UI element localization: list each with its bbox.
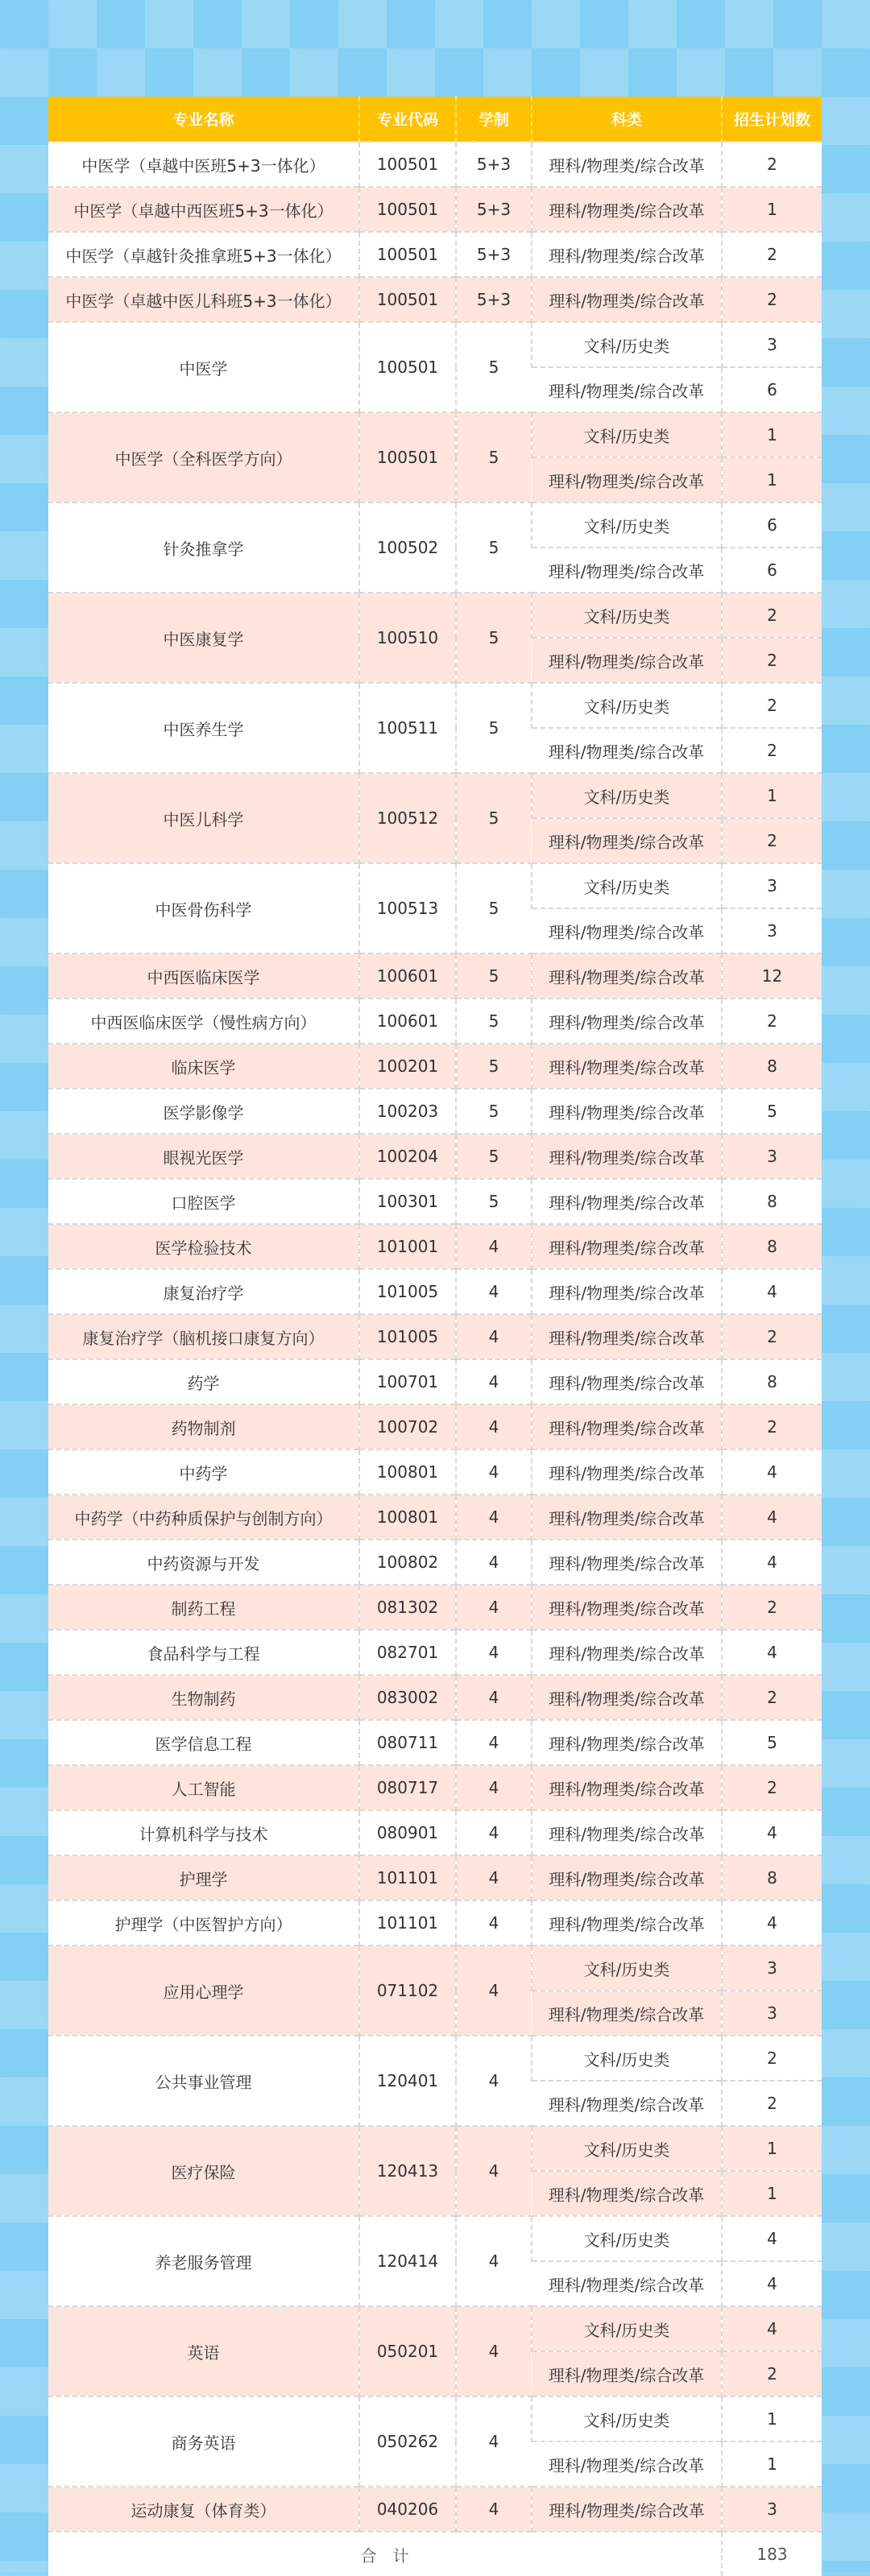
duration-cell: 5: [456, 773, 532, 863]
enrollment-count-cell: 5: [722, 1720, 822, 1765]
enrollment-count-cell: 1: [722, 187, 822, 232]
duration-cell: 4: [456, 1404, 532, 1449]
subject-category-cell: 理科/物理类/综合改革: [532, 1630, 722, 1675]
subject-category-cell: 理科/物理类/综合改革: [532, 1359, 722, 1404]
major-code-cell: 100501: [359, 277, 456, 322]
table-row: [48, 683, 822, 728]
major-name-cell: 护理学（中医智护方向）: [48, 1900, 359, 1945]
major-code-cell: 080717: [359, 1765, 456, 1810]
major-name-cell: 制药工程: [48, 1585, 359, 1630]
enrollment-count-cell: 4: [722, 1495, 822, 1540]
duration-cell: 4: [456, 1224, 532, 1269]
duration-cell: 5+3: [456, 232, 532, 277]
enrollment-count-cell: 2: [722, 818, 822, 863]
major-code-cell: 101101: [359, 1855, 456, 1900]
subject-category-cell: 文科/历史类: [532, 863, 722, 908]
major-code-cell: 101005: [359, 1314, 456, 1359]
total-label: 合 计: [48, 2532, 722, 2576]
subject-category-cell: 理科/物理类/综合改革: [532, 1720, 722, 1765]
duration-cell: 4: [456, 2487, 532, 2532]
enrollment-count-cell: 4: [722, 2306, 822, 2351]
duration-cell: 5: [456, 1089, 532, 1134]
major-code-cell: 080711: [359, 1720, 456, 1765]
major-name-cell: 护理学: [48, 1855, 359, 1900]
table-row: [48, 1630, 822, 1675]
major-code-cell: 100801: [359, 1495, 456, 1540]
table-row: [48, 1179, 822, 1224]
subject-category-cell: 理科/物理类/综合改革: [532, 1044, 722, 1089]
table-row: [48, 1269, 822, 1314]
subject-category-cell: 文科/历史类: [532, 2036, 722, 2081]
subject-category-cell: 理科/物理类/综合改革: [532, 232, 722, 277]
enrollment-count-cell: 6: [722, 548, 822, 593]
major-name-cell: 中西医临床医学（慢性病方向）: [48, 999, 359, 1044]
subject-category-cell: 理科/物理类/综合改革: [532, 908, 722, 953]
duration-cell: 4: [456, 1630, 532, 1675]
header-subject-category: 科类: [532, 97, 722, 142]
table-row: [48, 502, 822, 548]
table-row: [48, 142, 822, 187]
duration-cell: 5: [456, 593, 532, 683]
major-name-cell: 养老服务管理: [48, 2216, 359, 2306]
enrollment-count-cell: 2: [722, 1585, 822, 1630]
duration-cell: 4: [456, 1675, 532, 1720]
enrollment-count-cell: 6: [722, 502, 822, 548]
subject-category-cell: 理科/物理类/综合改革: [532, 187, 722, 232]
major-code-cell: 101101: [359, 1900, 456, 1945]
enrollment-count-cell: 8: [722, 1224, 822, 1269]
subject-category-cell: 理科/物理类/综合改革: [532, 953, 722, 999]
subject-category-cell: 理科/物理类/综合改革: [532, 277, 722, 322]
table-row: [48, 999, 822, 1044]
enrollment-count-cell: 2: [722, 1765, 822, 1810]
major-name-cell: 医学影像学: [48, 1089, 359, 1134]
total-row: [48, 2532, 822, 2576]
duration-cell: 4: [456, 2036, 532, 2126]
major-code-cell: 100203: [359, 1089, 456, 1134]
major-name-cell: 中药资源与开发: [48, 1540, 359, 1585]
enrollment-count-cell: 4: [722, 1810, 822, 1855]
subject-category-cell: 理科/物理类/综合改革: [532, 1765, 722, 1810]
subject-category-cell: 理科/物理类/综合改革: [532, 1540, 722, 1585]
subject-category-cell: 理科/物理类/综合改革: [532, 2171, 722, 2216]
table-row: [48, 1900, 822, 1945]
subject-category-cell: 理科/物理类/综合改革: [532, 2081, 722, 2126]
major-code-cell: 100513: [359, 863, 456, 953]
table-row: [48, 412, 822, 457]
enrollment-plan-table-card: [48, 97, 822, 2576]
major-name-cell: 应用心理学: [48, 1945, 359, 2036]
subject-category-cell: 理科/物理类/综合改革: [532, 728, 722, 773]
major-code-cell: 100502: [359, 502, 456, 593]
subject-category-cell: 理科/物理类/综合改革: [532, 367, 722, 412]
duration-cell: 4: [456, 1495, 532, 1540]
table-body: [48, 142, 822, 2576]
enrollment-count-cell: 8: [722, 1179, 822, 1224]
subject-category-cell: 文科/历史类: [532, 502, 722, 548]
major-code-cell: 083002: [359, 1675, 456, 1720]
duration-cell: 5: [456, 1179, 532, 1224]
subject-category-cell: 理科/物理类/综合改革: [532, 638, 722, 683]
major-code-cell: 101001: [359, 1224, 456, 1269]
table-row: [48, 1044, 822, 1089]
duration-cell: 5+3: [456, 277, 532, 322]
subject-category-cell: 文科/历史类: [532, 2306, 722, 2351]
duration-cell: 5: [456, 502, 532, 593]
table-row: [48, 1449, 822, 1495]
duration-cell: 4: [456, 1900, 532, 1945]
table-row: [48, 232, 822, 277]
duration-cell: 4: [456, 1945, 532, 2036]
subject-category-cell: 理科/物理类/综合改革: [532, 818, 722, 863]
enrollment-count-cell: 1: [722, 2442, 822, 2487]
major-name-cell: 中西医临床医学: [48, 953, 359, 999]
duration-cell: 4: [456, 2126, 532, 2216]
subject-category-cell: 理科/物理类/综合改革: [532, 1991, 722, 2036]
table-row: [48, 1585, 822, 1630]
major-code-cell: 120414: [359, 2216, 456, 2306]
major-name-cell: 中医骨伤科学: [48, 863, 359, 953]
subject-category-cell: 理科/物理类/综合改革: [532, 999, 722, 1044]
major-code-cell: 100204: [359, 1134, 456, 1179]
enrollment-count-cell: 8: [722, 1855, 822, 1900]
enrollment-count-cell: 2: [722, 728, 822, 773]
major-name-cell: 药学: [48, 1359, 359, 1404]
enrollment-count-cell: 4: [722, 1900, 822, 1945]
enrollment-count-cell: 2: [722, 999, 822, 1044]
subject-category-cell: 文科/历史类: [532, 2216, 722, 2261]
major-name-cell: 中医学（卓越针灸推拿班5+3一体化）: [48, 232, 359, 277]
major-name-cell: 英语: [48, 2306, 359, 2396]
duration-cell: 5: [456, 683, 532, 773]
subject-category-cell: 理科/物理类/综合改革: [532, 1269, 722, 1314]
major-name-cell: 康复治疗学: [48, 1269, 359, 1314]
subject-category-cell: 理科/物理类/综合改革: [532, 1314, 722, 1359]
header-enrollment-count: 招生计划数: [722, 97, 822, 142]
enrollment-count-cell: 2: [722, 2036, 822, 2081]
major-name-cell: 中医学（卓越中医班5+3一体化）: [48, 142, 359, 187]
enrollment-count-cell: 3: [722, 1134, 822, 1179]
subject-category-cell: 理科/物理类/综合改革: [532, 2261, 722, 2306]
table-row: [48, 2036, 822, 2081]
enrollment-count-cell: 2: [722, 142, 822, 187]
major-code-cell: 081302: [359, 1585, 456, 1630]
enrollment-count-cell: 1: [722, 2126, 822, 2171]
enrollment-count-cell: 1: [722, 2396, 822, 2442]
subject-category-cell: 理科/物理类/综合改革: [532, 2442, 722, 2487]
subject-category-cell: 理科/物理类/综合改革: [532, 1900, 722, 1945]
subject-category-cell: 文科/历史类: [532, 683, 722, 728]
table-row: [48, 1810, 822, 1855]
table-row: [48, 277, 822, 322]
subject-category-cell: 文科/历史类: [532, 322, 722, 367]
major-code-cell: 100301: [359, 1179, 456, 1224]
enrollment-count-cell: 2: [722, 593, 822, 638]
major-code-cell: 100512: [359, 773, 456, 863]
enrollment-count-cell: 3: [722, 863, 822, 908]
duration-cell: 4: [456, 1314, 532, 1359]
major-name-cell: 医学信息工程: [48, 1720, 359, 1765]
subject-category-cell: 理科/物理类/综合改革: [532, 457, 722, 502]
major-code-cell: 100510: [359, 593, 456, 683]
major-code-cell: 100501: [359, 412, 456, 502]
major-name-cell: 中医学: [48, 322, 359, 412]
major-name-cell: 食品科学与工程: [48, 1630, 359, 1675]
table-row: [48, 593, 822, 638]
table-row: [48, 1855, 822, 1900]
table-row: [48, 1495, 822, 1540]
major-name-cell: 计算机科学与技术: [48, 1810, 359, 1855]
major-code-cell: 082701: [359, 1630, 456, 1675]
table-row: [48, 863, 822, 908]
major-code-cell: 071102: [359, 1945, 456, 2036]
major-code-cell: 101005: [359, 1269, 456, 1314]
subject-category-cell: 理科/物理类/综合改革: [532, 2487, 722, 2532]
major-name-cell: 中医学（卓越中医儿科班5+3一体化）: [48, 277, 359, 322]
major-name-cell: 人工智能: [48, 1765, 359, 1810]
major-name-cell: 公共事业管理: [48, 2036, 359, 2126]
duration-cell: 5: [456, 322, 532, 412]
enrollment-count-cell: 2: [722, 2081, 822, 2126]
duration-cell: 5: [456, 999, 532, 1044]
enrollment-count-cell: 1: [722, 457, 822, 502]
enrollment-count-cell: 12: [722, 953, 822, 999]
table-row: [48, 187, 822, 232]
duration-cell: 4: [456, 2396, 532, 2487]
enrollment-count-cell: 3: [722, 1945, 822, 1991]
subject-category-cell: 文科/历史类: [532, 773, 722, 818]
enrollment-count-cell: 3: [722, 908, 822, 953]
subject-category-cell: 理科/物理类/综合改革: [532, 1675, 722, 1720]
enrollment-count-cell: 4: [722, 1540, 822, 1585]
enrollment-count-cell: 2: [722, 1314, 822, 1359]
major-name-cell: 中药学（中药种质保护与创制方向）: [48, 1495, 359, 1540]
major-code-cell: 050262: [359, 2396, 456, 2487]
duration-cell: 5: [456, 412, 532, 502]
table-row: [48, 1765, 822, 1810]
subject-category-cell: 理科/物理类/综合改革: [532, 1449, 722, 1495]
enrollment-count-cell: 4: [722, 1269, 822, 1314]
major-code-cell: 120413: [359, 2126, 456, 2216]
duration-cell: 4: [456, 1810, 532, 1855]
major-code-cell: 120401: [359, 2036, 456, 2126]
header-duration: 学制: [456, 97, 532, 142]
subject-category-cell: 理科/物理类/综合改革: [532, 1810, 722, 1855]
subject-category-cell: 文科/历史类: [532, 412, 722, 457]
major-name-cell: 中药学: [48, 1449, 359, 1495]
table-row: [48, 1224, 822, 1269]
major-name-cell: 康复治疗学（脑机接口康复方向）: [48, 1314, 359, 1359]
subject-category-cell: 文科/历史类: [532, 593, 722, 638]
table-row: [48, 1359, 822, 1404]
table-row: [48, 1540, 822, 1585]
major-code-cell: 100501: [359, 322, 456, 412]
major-name-cell: 口腔医学: [48, 1179, 359, 1224]
subject-category-cell: 文科/历史类: [532, 1945, 722, 1991]
duration-cell: 5: [456, 953, 532, 999]
enrollment-count-cell: 4: [722, 1630, 822, 1675]
table-row: [48, 1089, 822, 1134]
enrollment-count-cell: 4: [722, 2261, 822, 2306]
subject-category-cell: 理科/物理类/综合改革: [532, 1585, 722, 1630]
major-name-cell: 生物制药: [48, 1675, 359, 1720]
major-code-cell: 100501: [359, 142, 456, 187]
enrollment-count-cell: 3: [722, 322, 822, 367]
duration-cell: 4: [456, 1359, 532, 1404]
major-code-cell: 100702: [359, 1404, 456, 1449]
enrollment-count-cell: 1: [722, 412, 822, 457]
major-code-cell: 050201: [359, 2306, 456, 2396]
duration-cell: 5+3: [456, 187, 532, 232]
major-code-cell: 100501: [359, 232, 456, 277]
duration-cell: 5: [456, 863, 532, 953]
enrollment-count-cell: 2: [722, 232, 822, 277]
enrollment-count-cell: 3: [722, 1991, 822, 2036]
enrollment-count-cell: 6: [722, 367, 822, 412]
enrollment-count-cell: 2: [722, 2351, 822, 2396]
duration-cell: 4: [456, 1585, 532, 1630]
duration-cell: 5+3: [456, 142, 532, 187]
duration-cell: 4: [456, 1540, 532, 1585]
subject-category-cell: 理科/物理类/综合改革: [532, 2351, 722, 2396]
table-row: [48, 2487, 822, 2532]
major-code-cell: 100601: [359, 999, 456, 1044]
duration-cell: 4: [456, 2216, 532, 2306]
major-name-cell: 中医康复学: [48, 593, 359, 683]
header-major-code: 专业代码: [359, 97, 456, 142]
major-name-cell: 医疗保险: [48, 2126, 359, 2216]
subject-category-cell: 文科/历史类: [532, 2126, 722, 2171]
enrollment-count-cell: 2: [722, 638, 822, 683]
subject-category-cell: 理科/物理类/综合改革: [532, 1495, 722, 1540]
duration-cell: 4: [456, 1449, 532, 1495]
major-code-cell: 100802: [359, 1540, 456, 1585]
major-code-cell: 100601: [359, 953, 456, 999]
enrollment-count-cell: 4: [722, 1449, 822, 1495]
table-row: [48, 1720, 822, 1765]
major-name-cell: 眼视光医学: [48, 1134, 359, 1179]
major-code-cell: 040206: [359, 2487, 456, 2532]
table-row: [48, 2306, 822, 2351]
major-code-cell: 080901: [359, 1810, 456, 1855]
table-row: [48, 1134, 822, 1179]
enrollment-count-cell: 1: [722, 2171, 822, 2216]
table-row: [48, 322, 822, 367]
enrollment-count-cell: 8: [722, 1044, 822, 1089]
table-row: [48, 2396, 822, 2442]
major-code-cell: 100801: [359, 1449, 456, 1495]
major-name-cell: 中医养生学: [48, 683, 359, 773]
major-name-cell: 中医儿科学: [48, 773, 359, 863]
table-row: [48, 1945, 822, 1991]
major-code-cell: 100201: [359, 1044, 456, 1089]
table-row: [48, 1404, 822, 1449]
major-code-cell: 100511: [359, 683, 456, 773]
major-name-cell: 临床医学: [48, 1044, 359, 1089]
duration-cell: 4: [456, 1765, 532, 1810]
table-row: [48, 1314, 822, 1359]
major-name-cell: 药物制剂: [48, 1404, 359, 1449]
enrollment-count-cell: 4: [722, 2216, 822, 2261]
header-major-name: 专业名称: [48, 97, 359, 142]
major-name-cell: 中医学（卓越中西医班5+3一体化）: [48, 187, 359, 232]
enrollment-count-cell: 8: [722, 1359, 822, 1404]
subject-category-cell: 理科/物理类/综合改革: [532, 1179, 722, 1224]
major-name-cell: 医学检验技术: [48, 1224, 359, 1269]
major-name-cell: 针灸推拿学: [48, 502, 359, 593]
subject-category-cell: 理科/物理类/综合改革: [532, 1089, 722, 1134]
duration-cell: 5: [456, 1044, 532, 1089]
enrollment-count-cell: 1: [722, 773, 822, 818]
major-name-cell: 运动康复（体育类）: [48, 2487, 359, 2532]
subject-category-cell: 文科/历史类: [532, 2396, 722, 2442]
table-row: [48, 773, 822, 818]
subject-category-cell: 理科/物理类/综合改革: [532, 1404, 722, 1449]
enrollment-plan-table: [48, 97, 822, 2576]
subject-category-cell: 理科/物理类/综合改革: [532, 1855, 722, 1900]
table-row: [48, 2126, 822, 2171]
duration-cell: 4: [456, 1720, 532, 1765]
major-name-cell: 商务英语: [48, 2396, 359, 2487]
table-header-row: [48, 97, 822, 142]
table-row: [48, 1675, 822, 1720]
subject-category-cell: 理科/物理类/综合改革: [532, 1134, 722, 1179]
major-code-cell: 100501: [359, 187, 456, 232]
enrollment-count-cell: 2: [722, 277, 822, 322]
enrollment-count-cell: 5: [722, 1089, 822, 1134]
enrollment-count-cell: 2: [722, 683, 822, 728]
enrollment-count-cell: 3: [722, 2487, 822, 2532]
major-code-cell: 100701: [359, 1359, 456, 1404]
table-row: [48, 2216, 822, 2261]
enrollment-count-cell: 2: [722, 1675, 822, 1720]
enrollment-count-cell: 2: [722, 1404, 822, 1449]
total-value: 183: [722, 2532, 822, 2576]
duration-cell: 5: [456, 1134, 532, 1179]
major-name-cell: 中医学（全科医学方向）: [48, 412, 359, 502]
table-row: [48, 953, 822, 999]
duration-cell: 4: [456, 1855, 532, 1900]
subject-category-cell: 理科/物理类/综合改革: [532, 548, 722, 593]
duration-cell: 4: [456, 2306, 532, 2396]
subject-category-cell: 理科/物理类/综合改革: [532, 142, 722, 187]
duration-cell: 4: [456, 1269, 532, 1314]
subject-category-cell: 理科/物理类/综合改革: [532, 1224, 722, 1269]
